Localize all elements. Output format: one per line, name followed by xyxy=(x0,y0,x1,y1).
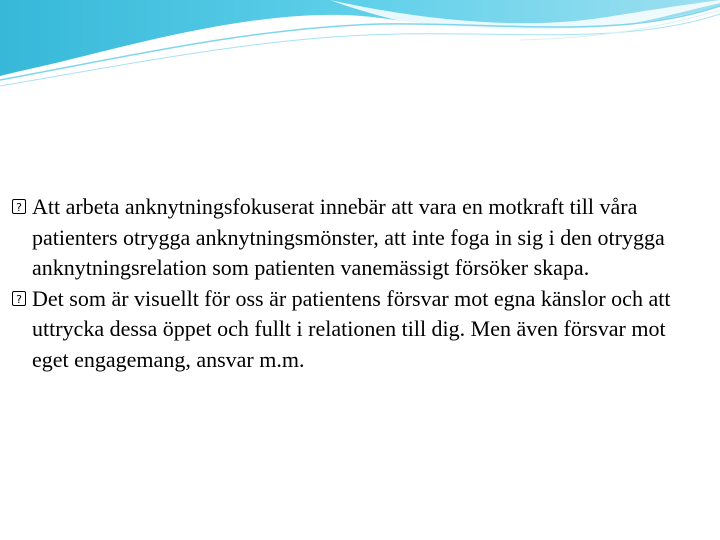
bullet-item-1 xyxy=(12,192,692,284)
bullet-text-2: Det som är visuellt för oss är patientens försvar mot egna känslor och att uttrycka dessa öppet och fullt i relationen till dig. Men även försvar mot eget engagemang, ansvar m.m. xyxy=(32,285,671,372)
header-wave-decoration xyxy=(0,0,720,90)
question-mark-box-icon: ? xyxy=(12,199,26,214)
slide-body xyxy=(12,192,692,375)
wave-fill xyxy=(0,0,720,76)
question-mark-box-icon: ? xyxy=(12,291,26,306)
bullet-text-1: Att arbeta anknytningsfokuserat innebär att vara en motkraft till våra patienters otrygga anknytningsmönster, att inte foga in sig i den otrygga anknytningsrelation som patienten vanemässigt försöker skapa. xyxy=(32,194,665,280)
bullet-item-2 xyxy=(12,284,692,376)
